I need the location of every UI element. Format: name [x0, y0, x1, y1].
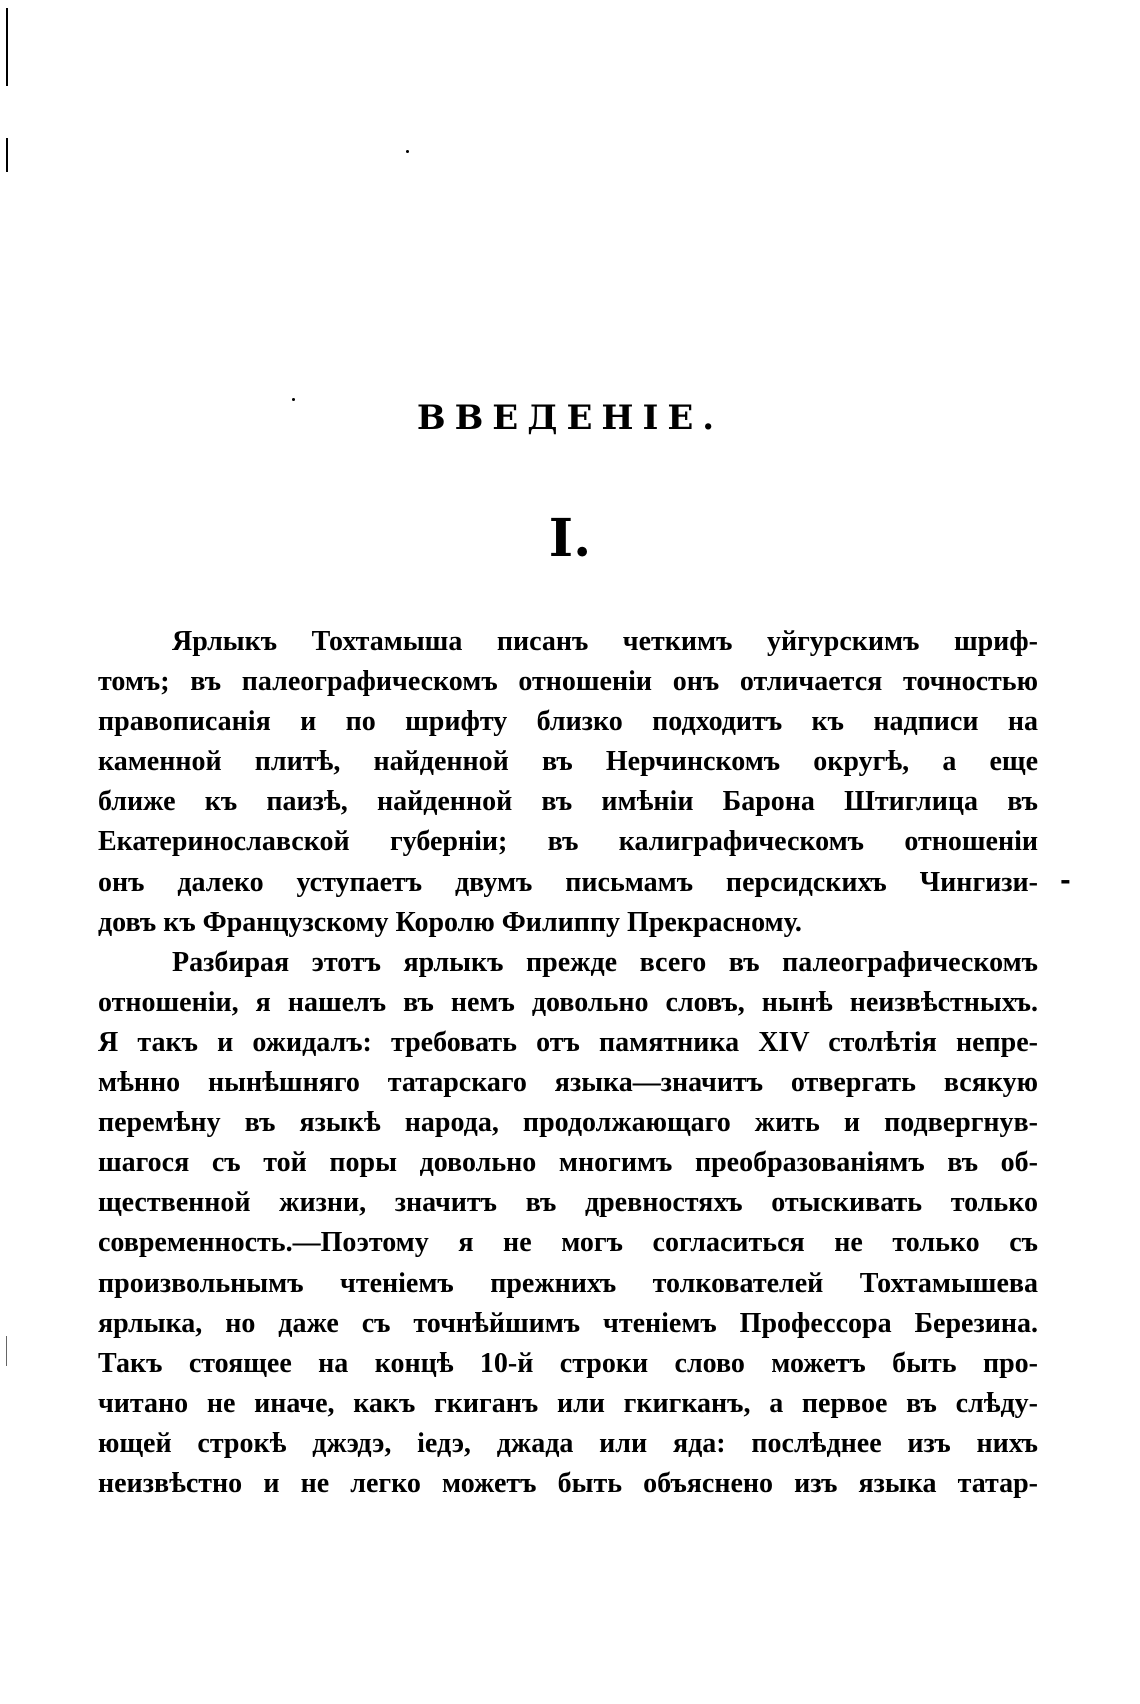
text-line: ближе къ паизѣ, найденной въ имѣніи Барона Штиглица въ	[98, 786, 1038, 818]
text-line: онъ далеко уступаетъ двумъ письмамъ персидскихъ Чингизи-	[98, 866, 1038, 898]
text-line: томъ; въ палеографическомъ отношеніи онъ отличается точностью	[98, 666, 1038, 698]
text-line: щественной жизни, значитъ въ древностяхъ отыскивать только	[98, 1187, 1038, 1219]
paragraph-2	[98, 943, 1038, 1504]
text-line: Я такъ и ожидалъ: требовать отъ памятника XIV столѣтія непре-	[98, 1026, 1038, 1058]
text-line: читано не иначе, какъ гкиганъ или гкигканъ, а первое въ слѣду-	[98, 1387, 1038, 1419]
text-line: Екатеринославской губерніи; въ калиграфическомъ отношеніи	[98, 826, 1038, 858]
text-line: правописанія и по шрифту близко подходитъ къ надписи на	[98, 706, 1038, 738]
text-line: перемѣну въ языкѣ народа, продолжающаго жить и подвергнув-	[98, 1107, 1038, 1139]
text-line: шагося съ той поры довольно многимъ преобразованіямъ въ об-	[98, 1147, 1038, 1179]
text-line: Ярлыкъ Тохтамыша писанъ четкимъ уйгурскимъ шриф-	[172, 626, 1038, 657]
body-text	[98, 622, 1038, 1504]
text-line: Разбирая этотъ ярлыкъ прежде всего въ палеографическомъ	[172, 946, 1038, 978]
text-line: современность.—Поэтому я не могъ согласиться не только съ	[98, 1227, 1038, 1259]
text-line: Такъ стоящее на концѣ 10-й строки слово можетъ быть про-	[98, 1347, 1038, 1379]
text-line: отношеніи, я нашелъ въ немъ довольно словъ, нынѣ неизвѣстныхъ.	[98, 986, 1038, 1018]
scan-edge-mark	[6, 138, 8, 172]
section-heading: ВВЕДЕНІЕ.	[416, 398, 724, 438]
text-line: каменной плитѣ, найденной въ Нерчинскомъ округѣ, а еще	[98, 746, 1038, 778]
margin-mark: -	[1060, 866, 1071, 896]
text-line: ярлыка, но даже съ точнѣйшимъ чтеніемъ Профессора Березина.	[98, 1307, 1038, 1339]
scan-edge-mark	[6, 1336, 7, 1366]
text-line: произвольнымъ чтеніемъ прежнихъ толкователей Тохтамышева	[98, 1267, 1038, 1299]
text-line: ющей строкѣ джэдэ, іедэ, джада или яда: послѣднее изъ нихъ	[98, 1427, 1038, 1459]
chapter-number: I.	[548, 508, 592, 569]
text-line: довъ къ Французскому Королю Филиппу Прекрасному.	[98, 906, 802, 938]
scan-speck	[406, 150, 409, 153]
text-line: неизвѣстно и не легко можетъ быть объяснено изъ языка татар-	[98, 1467, 1038, 1499]
paragraph-1	[98, 622, 1038, 943]
text-line: мѣнно нынѣшняго татарскаго языка—значитъ отвергать всякую	[98, 1067, 1038, 1099]
scan-edge-mark	[6, 8, 8, 86]
